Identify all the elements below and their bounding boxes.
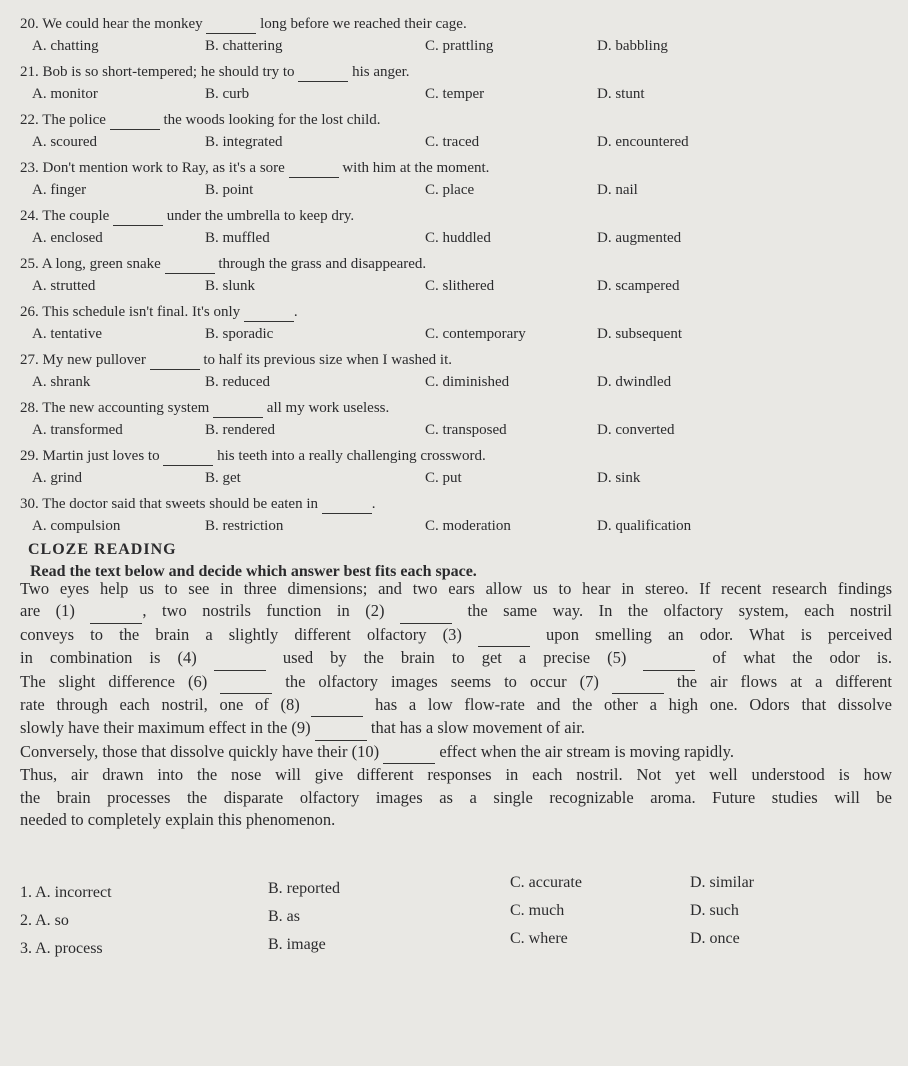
answer-blank[interactable] (213, 400, 263, 418)
answer-option[interactable]: B. sporadic (205, 326, 274, 342)
passage-text: needed to completely explain this phenomenon. (20, 810, 336, 830)
question-number: 25. (20, 256, 42, 272)
question-text-before: My new pullover (42, 352, 150, 368)
passage-blank[interactable] (90, 600, 142, 623)
answer-option[interactable]: D. converted (597, 422, 675, 438)
question-stem (20, 400, 389, 418)
question-text-after: all my work useless. (263, 400, 390, 416)
cloze-option[interactable]: D. such (690, 902, 739, 919)
answer-option[interactable]: C. prattling (425, 38, 494, 54)
answer-option[interactable]: C. moderation (425, 518, 511, 534)
passage-text: Conversely, those that dissolve quickly have their (10) (20, 741, 384, 761)
question-text-after: with him at the moment. (338, 160, 490, 176)
passage-text: the same way. In the olfactory system, each nostril (452, 601, 892, 621)
passage-text: the olfactory images seems to occur (7) (272, 671, 612, 691)
cloze-option[interactable]: 2. A. so (20, 912, 69, 929)
answer-option[interactable]: C. slithered (425, 278, 495, 294)
question-stem (20, 112, 381, 130)
question-stem (20, 304, 298, 322)
answer-blank[interactable] (206, 16, 256, 34)
passage-text: slowly have their maximum effect in the (9) (20, 718, 315, 738)
question-text-after: the woods looking for the lost child. (159, 112, 381, 128)
answer-option[interactable]: B. integrated (205, 134, 283, 150)
passage-text: has a low flow-rate and the other a high one. Odors that dissolve (363, 695, 892, 715)
question-text-before: Martin just loves to (42, 448, 164, 464)
question-stem (20, 64, 410, 82)
cloze-option[interactable]: B. image (268, 936, 326, 953)
answer-option[interactable]: C. diminished (425, 374, 510, 390)
question-stem (20, 352, 452, 370)
question-number: 30. (20, 496, 43, 512)
answer-option[interactable]: C. contemporary (425, 326, 526, 342)
cloze-passage (20, 578, 892, 831)
passage-line (20, 647, 892, 670)
passage-text: Thus, air drawn into the nose will give different responses in each nostril. Not yet well understood is how (20, 765, 892, 785)
question-stem (20, 160, 489, 178)
question-text-after: under the umbrella to keep dry. (163, 208, 355, 224)
passage-blank[interactable] (214, 647, 266, 670)
passage-text: upon smelling an odor. What is perceived (529, 624, 892, 644)
question-text-before: A long, green snake (41, 256, 165, 272)
answer-option[interactable]: A. chatting (32, 38, 99, 54)
answer-blank[interactable] (244, 304, 294, 322)
passage-text: the brain processes the disparate olfactory images as a single recognizable aroma. Future studies will be (20, 787, 892, 807)
answer-option[interactable]: D. subsequent (597, 326, 682, 342)
question-text-after: long before we reached their cage. (256, 16, 467, 32)
answer-option[interactable]: D. scampered (597, 278, 680, 294)
cloze-option[interactable]: B. reported (268, 880, 340, 897)
answer-option[interactable]: D. nail (597, 182, 638, 198)
answer-option[interactable]: A. finger (32, 182, 87, 198)
answer-option[interactable]: C. put (425, 470, 462, 486)
passage-blank[interactable] (220, 671, 272, 694)
answer-option[interactable]: A. transformed (32, 422, 123, 438)
cloze-option[interactable]: C. accurate (510, 874, 582, 891)
question-text-after: his teeth into a really challenging crossword. (213, 448, 486, 464)
question-text-before: The police (42, 112, 110, 128)
question-text-after: his anger. (348, 64, 410, 80)
question-number: 27. (20, 352, 43, 368)
answer-option[interactable]: A. compulsion (32, 518, 121, 534)
answer-blank[interactable] (113, 208, 163, 226)
answer-blank[interactable] (163, 448, 213, 466)
answer-blank[interactable] (110, 112, 160, 130)
question-text-before: The new accounting system (42, 400, 214, 416)
passage-line (20, 741, 892, 764)
passage-text: are (1) (20, 601, 91, 621)
answer-option[interactable]: B. muffled (205, 230, 270, 246)
answer-option[interactable]: B. chattering (205, 38, 283, 54)
answer-option[interactable]: D. augmented (597, 230, 682, 246)
passage-line (20, 764, 892, 786)
question-stem (20, 496, 376, 514)
question-stem (20, 208, 354, 226)
answer-option[interactable]: D. dwindled (597, 374, 672, 390)
question-number: 23. (20, 160, 43, 176)
passage-line (20, 717, 892, 740)
answer-option[interactable]: B. reduced (205, 374, 270, 390)
passage-blank[interactable] (315, 717, 367, 740)
answer-option[interactable]: B. rendered (205, 422, 275, 438)
cloze-heading: CLOZE READING (28, 541, 177, 558)
question-number: 21. (20, 64, 43, 80)
question-stem (20, 448, 486, 466)
answer-blank[interactable] (289, 160, 339, 178)
cloze-option[interactable]: C. where (510, 930, 568, 947)
answer-blank[interactable] (165, 256, 215, 274)
passage-blank[interactable] (643, 647, 695, 670)
answer-option[interactable]: D. qualification (597, 518, 692, 534)
answer-option[interactable]: B. curb (205, 86, 250, 102)
passage-text: Two eyes help us to see in three dimensions; and two ears allow us to hear in stereo. If recent research findings (20, 579, 892, 598)
question-text-after: . (293, 304, 298, 320)
answer-option[interactable]: D. sink (597, 470, 641, 486)
answer-option[interactable]: A. monitor (32, 86, 98, 102)
passage-line (20, 624, 892, 647)
question-number: 26. (20, 304, 43, 320)
answer-option[interactable]: C. huddled (425, 230, 491, 246)
question-text-after: through the grass and disappeared. (214, 256, 427, 272)
answer-option[interactable]: D. stunt (597, 86, 645, 102)
answer-option[interactable]: C. temper (425, 86, 485, 102)
question-text-after: to half its previous size when I washed it. (199, 352, 453, 368)
question-number: 28. (20, 400, 43, 416)
answer-option[interactable]: A. strutted (32, 278, 96, 294)
passage-line (20, 787, 892, 809)
passage-text: that has a slow movement of air. (366, 718, 585, 738)
passage-blank[interactable] (400, 600, 452, 623)
question-number: 22. (20, 112, 43, 128)
question-stem (20, 256, 426, 274)
question-number: 24. (20, 208, 43, 224)
answer-blank[interactable] (150, 352, 200, 370)
question-text-before: Don't mention work to Ray, as it's a sore (42, 160, 289, 176)
cloze-option[interactable]: D. similar (690, 874, 754, 891)
answer-option[interactable]: D. babbling (597, 38, 668, 54)
answer-option[interactable]: B. get (205, 470, 241, 486)
question-number: 29. (20, 448, 43, 464)
answer-option[interactable]: B. slunk (205, 278, 256, 294)
passage-line (20, 671, 892, 694)
answer-blank[interactable] (322, 496, 372, 514)
question-text-before: This schedule isn't final. It's only (42, 304, 244, 320)
question-text-before: The doctor said that sweets should be eaten in (42, 496, 322, 512)
question-text-before: The couple (42, 208, 114, 224)
answer-option[interactable]: A. enclosed (32, 230, 103, 246)
answer-option[interactable]: D. encountered (597, 134, 689, 150)
passage-line (20, 809, 892, 831)
passage-blank[interactable] (478, 624, 530, 647)
question-stem (20, 16, 467, 34)
question-text-before: We could hear the monkey (42, 16, 207, 32)
answer-option[interactable]: A. scoured (32, 134, 97, 150)
cloze-option[interactable]: C. much (510, 902, 565, 919)
passage-text: The slight difference (6) (20, 671, 221, 691)
question-text-before: Bob is so short-tempered; he should try to (42, 64, 299, 80)
question-text-after: . (371, 496, 376, 512)
cloze-instruction: Read the text below and decide which answer best fits each space. (30, 563, 477, 580)
passage-text: effect when the air stream is moving rapidly. (435, 741, 734, 761)
passage-text: of what the odor is. (695, 648, 892, 668)
answer-option[interactable]: C. transposed (425, 422, 507, 438)
passage-line (20, 578, 892, 600)
passage-text: used by the brain to get a precise (5) (265, 648, 644, 668)
cloze-option[interactable]: 3. A. process (20, 940, 103, 957)
answer-blank[interactable] (298, 64, 348, 82)
answer-option[interactable]: B. restriction (205, 518, 284, 534)
answer-option[interactable]: A. tentative (32, 326, 102, 342)
passage-line (20, 600, 892, 623)
answer-option[interactable]: C. place (425, 182, 475, 198)
question-number: 20. (20, 16, 43, 32)
answer-option[interactable]: B. point (205, 182, 254, 198)
passage-text: , two nostrils function in (2) (142, 601, 400, 621)
answer-option[interactable]: A. shrank (32, 374, 91, 390)
passage-blank[interactable] (612, 671, 664, 694)
answer-option[interactable]: A. grind (32, 470, 82, 486)
passage-blank[interactable] (383, 741, 435, 764)
passage-blank[interactable] (311, 694, 363, 717)
answer-option[interactable]: C. traced (425, 134, 480, 150)
cloze-option[interactable]: 1. A. incorrect (20, 884, 112, 901)
passage-text: in combination is (4) (20, 648, 214, 668)
passage-line (20, 694, 892, 717)
cloze-option[interactable]: B. as (268, 908, 300, 925)
cloze-option[interactable]: D. once (690, 930, 740, 947)
passage-text: conveys to the brain a slightly different olfactory (3) (20, 624, 478, 644)
passage-text: the air flows at a different (663, 671, 892, 691)
passage-text: rate through each nostril, one of (8) (20, 695, 312, 715)
